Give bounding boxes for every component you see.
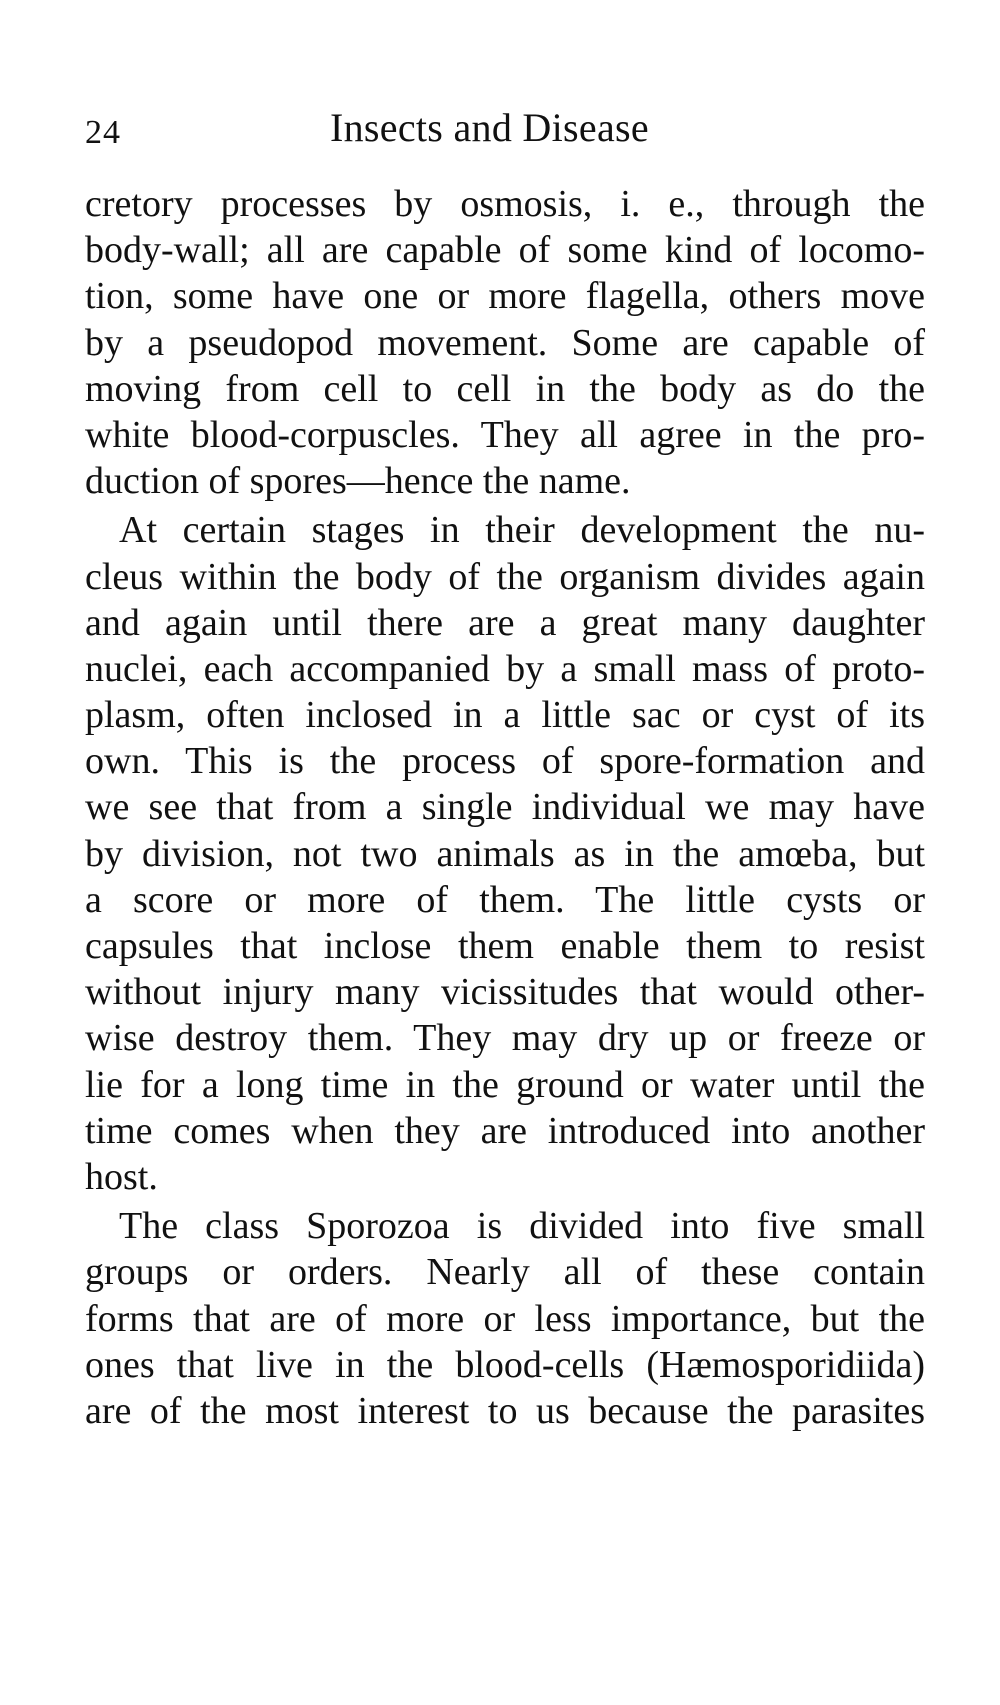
text-line: a score or more of them. The little cysts or: [85, 878, 925, 921]
text-line: by division, not two animals as in the amœba, but: [85, 832, 925, 875]
text-line: cleus within the body of the organism divides again: [85, 555, 925, 598]
text-line: cretory processes by osmosis, i. e., through the: [85, 183, 925, 225]
text-line: are of the most interest to us because the parasites: [85, 1389, 925, 1432]
text-line: The class Sporozoa is divided into five small: [119, 1205, 925, 1248]
text-line: body-wall; all are capable of some kind of locomo-: [85, 229, 925, 272]
text-line: without injury many vicissitudes that would other-: [85, 971, 925, 1014]
text-line: time comes when they are introduced into another: [85, 1109, 925, 1152]
text-line: we see that from a single individual we may have: [85, 786, 925, 829]
text-line: own. This is the process of spore-formation and: [85, 740, 925, 783]
body-text: [85, 181, 925, 1434]
text-line: host.: [85, 1155, 158, 1198]
text-line: ones that live in the blood-cells (Hæmosporidiida): [85, 1343, 925, 1386]
paragraph-2: [85, 507, 925, 1200]
text-line: duction of spores—hence the name.: [85, 460, 631, 503]
text-line: lie for a long time in the ground or water until the: [85, 1063, 925, 1106]
page-header: [85, 100, 925, 160]
text-line: groups or orders. Nearly all of these contain: [85, 1251, 925, 1294]
paragraph-1: [85, 181, 925, 504]
text-line: and again until there are a great many daughter: [85, 601, 925, 644]
text-line: white blood-corpuscles. They all agree in the pro-: [85, 413, 925, 456]
text-line: tion, some have one or more flagella, others move: [85, 275, 925, 318]
text-line: At certain stages in their development the nu-: [119, 509, 925, 552]
text-line: capsules that inclose them enable them to resist: [85, 925, 925, 967]
text-line: wise destroy them. They may dry up or freeze or: [85, 1017, 925, 1060]
page-number: 24: [85, 114, 121, 151]
text-line: forms that are of more or less importance, but the: [85, 1297, 925, 1340]
paragraph-3: [85, 1203, 925, 1434]
text-line: by a pseudopod movement. Some are capable of: [85, 321, 925, 364]
text-line: moving from cell to cell in the body as do the: [85, 367, 925, 410]
text-line: nuclei, each accompanied by a small mass of proto-: [85, 647, 925, 690]
running-title: Insects and Disease: [330, 105, 649, 150]
text-line: plasm, often inclosed in a little sac or cyst of its: [85, 694, 925, 737]
